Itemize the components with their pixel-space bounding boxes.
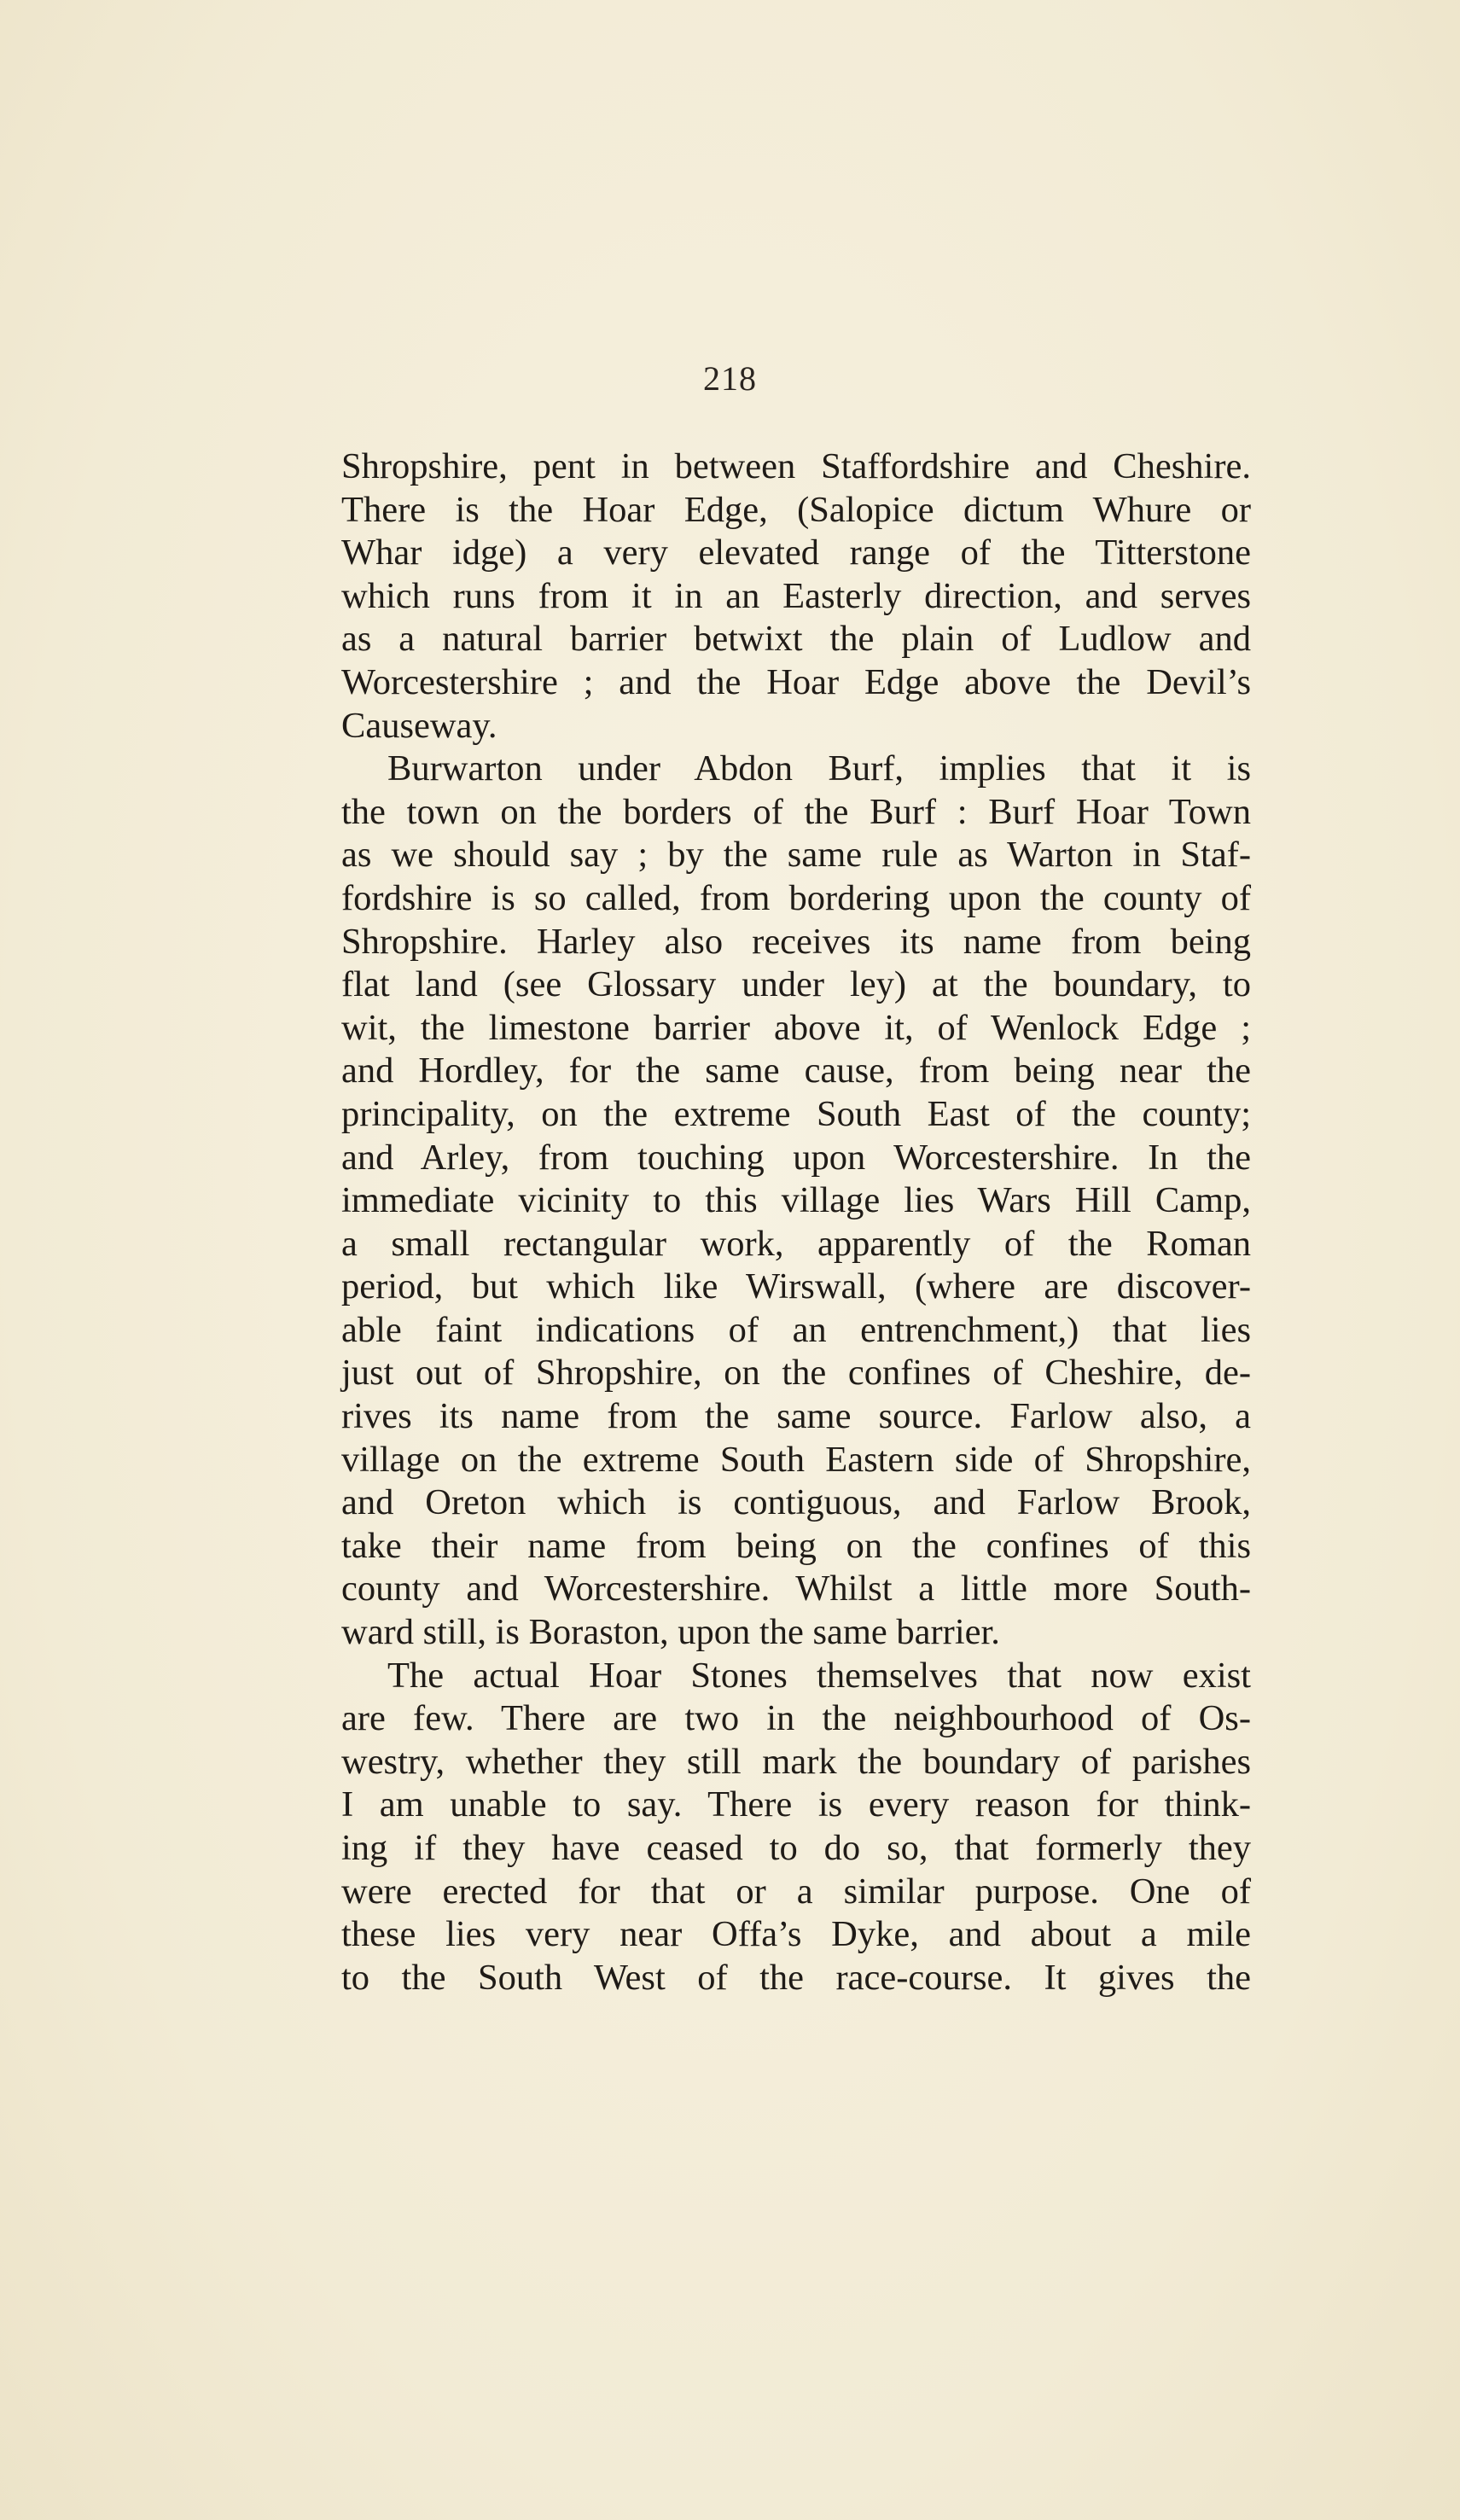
- text-line: rives its name from the same source. Farlow also, a: [341, 1396, 1251, 1437]
- text-line: Worcestershire ; and the Hoar Edge above the Devil’s: [341, 661, 1251, 702]
- text-line: I am unable to say. There is every reason for think-: [341, 1784, 1251, 1825]
- text-line: which runs from it in an Easterly direction, and serves: [341, 575, 1251, 616]
- text-line: immediate vicinity to this village lies Wars Hill Camp,: [341, 1180, 1251, 1221]
- text-line: take their name from being on the confines of this: [341, 1525, 1251, 1566]
- text-line: able faint indications of an entrenchment,) that lies: [341, 1309, 1251, 1350]
- text-line: flat land (see Glossary under ley) at the boundary, to: [341, 964, 1251, 1005]
- text-line: Whar idge) a very elevated range of the Titterstone: [341, 533, 1251, 573]
- text-line: ing if they have ceased to do so, that formerly they: [341, 1828, 1251, 1868]
- text-line: The actual Hoar Stones themselves that now exist: [387, 1655, 1251, 1696]
- text-line: fordshire is so called, from bordering upon the county of: [341, 877, 1251, 918]
- text-line: period, but which like Wirswall, (where are discover-: [341, 1266, 1251, 1307]
- text-line: There is the Hoar Edge, (Salopice dictum Whure or: [341, 489, 1251, 530]
- text-line: as we should say ; by the same rule as Warton in Staf-: [341, 835, 1251, 876]
- text-line: principality, on the extreme South East of the county;: [341, 1093, 1251, 1134]
- text-line: just out of Shropshire, on the confines of Cheshire, de-: [341, 1353, 1251, 1394]
- text-line: village on the extreme South Eastern side of Shropshire,: [341, 1439, 1251, 1480]
- text-line: Shropshire, pent in between Staffordshire and Cheshire.: [341, 446, 1251, 486]
- body-text: [341, 445, 1251, 1999]
- text-line: wit, the limestone barrier above it, of Wenlock Edge ;: [341, 1007, 1251, 1048]
- text-line: and Hordley, for the same cause, from being near the: [341, 1050, 1251, 1091]
- text-line: to the South West of the race-course. It gives the: [341, 1957, 1251, 1998]
- text-line: and Oreton which is contiguous, and Farlow Brook,: [341, 1482, 1251, 1523]
- text-line: westry, whether they still mark the boundary of parishes: [341, 1741, 1251, 1782]
- text-line: Causeway.: [341, 705, 497, 746]
- text-line: as a natural barrier betwixt the plain of Ludlow and: [341, 619, 1251, 660]
- text-line: county and Worcestershire. Whilst a little more South-: [341, 1568, 1251, 1609]
- text-line: Burwarton under Abdon Burf, implies that it is: [387, 748, 1251, 789]
- text-line: the town on the borders of the Burf : Burf Hoar Town: [341, 791, 1251, 832]
- text-line: a small rectangular work, apparently of the Roman: [341, 1223, 1251, 1264]
- text-line: these lies very near Offa’s Dyke, and about a mile: [341, 1914, 1251, 1955]
- page-number: 218: [703, 359, 757, 398]
- text-line: were erected for that or a similar purpose. One of: [341, 1871, 1251, 1912]
- text-line: and Arley, from touching upon Worcestershire. In the: [341, 1137, 1251, 1178]
- text-line: are few. There are two in the neighbourhood of Os-: [341, 1698, 1251, 1739]
- text-line: Shropshire. Harley also receives its name from being: [341, 921, 1251, 962]
- text-line: ward still, is Boraston, upon the same barrier.: [341, 1612, 1000, 1653]
